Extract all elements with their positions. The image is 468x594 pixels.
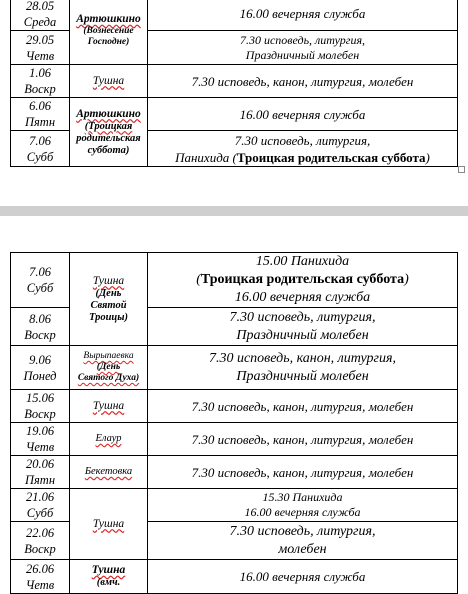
service-text: 7.30 исповедь, литургия, [229, 309, 376, 325]
date-cell [11, 131, 70, 167]
service-text: 7.30 исповедь, литургия, [239, 32, 366, 47]
date-cell [11, 423, 70, 456]
service-text: 7.30 исповедь, канон, литургия, [208, 350, 397, 366]
service-text-part: Панихида ( [175, 149, 237, 165]
service-cell [148, 560, 458, 594]
date-cell [11, 456, 70, 489]
place-name: Артюшкино [76, 107, 141, 120]
weekday: Субб [26, 149, 54, 164]
weekday: Четв [25, 48, 55, 63]
service-cell [148, 308, 458, 346]
service-text: молебен [278, 541, 327, 557]
place-cell [70, 560, 148, 594]
weekday: Четв [25, 440, 55, 454]
service-text-part: ) [425, 149, 430, 165]
service-text: 16.00 вечерняя служба [239, 6, 366, 21]
service-cell [148, 390, 458, 423]
date: 7.06 [29, 133, 51, 148]
service-cell [148, 253, 458, 308]
date: 26.06 [25, 561, 55, 576]
service-text-part: ) [404, 272, 409, 287]
place-name: Вырыпаевка [83, 351, 134, 361]
table-row [11, 98, 458, 131]
date-cell [11, 489, 70, 522]
service-text: 16.00 вечерняя служба [244, 505, 361, 519]
service-text: Праздничный молебен [236, 327, 369, 343]
service-cell [148, 98, 458, 131]
table-row [11, 456, 458, 489]
date-cell [11, 308, 70, 346]
place-name: Артюшкино [76, 13, 141, 25]
weekday: Субб [26, 281, 54, 295]
place-name: Тушна [92, 399, 125, 412]
date-cell [11, 560, 70, 594]
page-gap [0, 196, 468, 242]
place-cell [70, 390, 148, 423]
weekday: Четв [25, 577, 55, 592]
place-cell [70, 346, 148, 390]
weekday: Среда [23, 14, 57, 29]
feast-name: Святой [90, 299, 127, 311]
service-text: 7.30 исповедь, литургия, [229, 523, 376, 539]
place-cell [70, 489, 148, 560]
date: 6.06 [29, 99, 51, 113]
weekday: Воскр [24, 541, 56, 556]
document-page-2 [0, 242, 468, 592]
service-cell [148, 65, 458, 98]
document-page-1 [0, 0, 468, 196]
date: 1.06 [29, 66, 51, 80]
date: 19.06 [25, 424, 55, 438]
date: 9.06 [29, 352, 51, 367]
date: 22.06 [25, 525, 55, 540]
feast-name: (Вознесение [83, 26, 134, 36]
place-cell [70, 423, 148, 456]
table-row [11, 390, 458, 423]
service-text: 15.30 Панихида [262, 490, 343, 504]
service-cell [148, 0, 458, 31]
table-resize-handle[interactable] [458, 166, 465, 173]
weekday: Пятн [24, 473, 56, 487]
table-row [11, 560, 458, 594]
place-name: Тушна [92, 74, 125, 87]
date-cell [11, 0, 70, 31]
feast-name: (вмч. [96, 577, 121, 588]
place-cell [70, 65, 148, 98]
service-text: 16.00 вечерняя служба [239, 569, 366, 584]
service-text: 15.00 Панихида [255, 254, 350, 269]
table-row [11, 253, 458, 308]
table-row [11, 65, 458, 98]
place-name: Тушна [91, 564, 126, 576]
place-name: Тушна [92, 274, 125, 287]
service-text: 16.00 вечерняя служба [239, 106, 366, 122]
date: 7.06 [29, 265, 51, 279]
table-row [11, 489, 458, 522]
schedule-table-page-1 [10, 0, 458, 167]
date-cell [11, 253, 70, 308]
weekday: Воскр [24, 327, 56, 342]
feast-name: суббота) [87, 144, 130, 156]
service-cell [148, 456, 458, 489]
service-cell [148, 346, 458, 390]
place-cell [70, 253, 148, 346]
feast-highlight: Троицкая родительская суббота [236, 149, 426, 165]
page-separator [0, 206, 468, 216]
weekday: Пятн [24, 115, 56, 129]
service-text-part: ( [196, 272, 201, 287]
feast-name: Господне) [87, 37, 130, 47]
date-cell [11, 346, 70, 390]
date-cell [11, 522, 70, 560]
service-text: Праздничный молебен [236, 368, 369, 384]
table-row [11, 346, 458, 390]
service-cell [148, 131, 458, 167]
weekday: Воскр [24, 82, 56, 96]
date-cell [11, 31, 70, 65]
service-cell [148, 31, 458, 65]
place-name: Елаур [95, 433, 122, 444]
date: 29.05 [25, 32, 55, 47]
date: 20.06 [25, 457, 55, 471]
table-row [11, 423, 458, 456]
table-row [11, 0, 458, 31]
service-text: 7.30 исповедь, канон, литургия, молебен [191, 431, 414, 447]
service-text [148, 149, 457, 166]
weekday: Субб [26, 506, 54, 520]
service-text: 16.00 вечерняя служба [234, 290, 371, 305]
place-cell [70, 98, 148, 167]
schedule-table-page-2 [10, 252, 458, 594]
date-cell [11, 65, 70, 98]
place-cell [70, 456, 148, 489]
service-text: Праздничный молебен [245, 47, 360, 62]
service-cell [148, 489, 458, 522]
date: 28.05 [25, 0, 55, 13]
service-cell [148, 423, 458, 456]
service-text: 7.30 исповедь, канон, литургия, молебен [191, 398, 414, 414]
feast-name: Троицы) [88, 311, 129, 323]
place-cell [70, 0, 148, 65]
feast-name: Святого Духа) [77, 373, 140, 383]
service-text: 7.30 исповедь, канон, литургия, молебен [191, 73, 414, 89]
date-cell [11, 390, 70, 423]
place-name: Тушна [92, 517, 125, 530]
service-text: 7.30 исповедь, литургия, [234, 132, 371, 148]
service-text: 7.30 исповедь, канон, литургия, молебен [191, 464, 414, 480]
date: 8.06 [29, 311, 51, 326]
weekday: Понед [23, 368, 57, 383]
place-name: Бекетовка [84, 466, 133, 477]
weekday: Воскр [24, 407, 56, 421]
feast-highlight: Троицкая родительская суббота [200, 272, 405, 287]
feast-name: (День [95, 287, 122, 299]
service-cell [148, 522, 458, 560]
feast-name: родительская [76, 132, 141, 144]
date: 15.06 [25, 391, 55, 405]
date: 21.06 [25, 490, 55, 504]
service-text [148, 271, 457, 289]
date-cell [11, 98, 70, 131]
feast-name: (Троицкая [84, 120, 133, 132]
feast-name: (День [96, 362, 121, 372]
